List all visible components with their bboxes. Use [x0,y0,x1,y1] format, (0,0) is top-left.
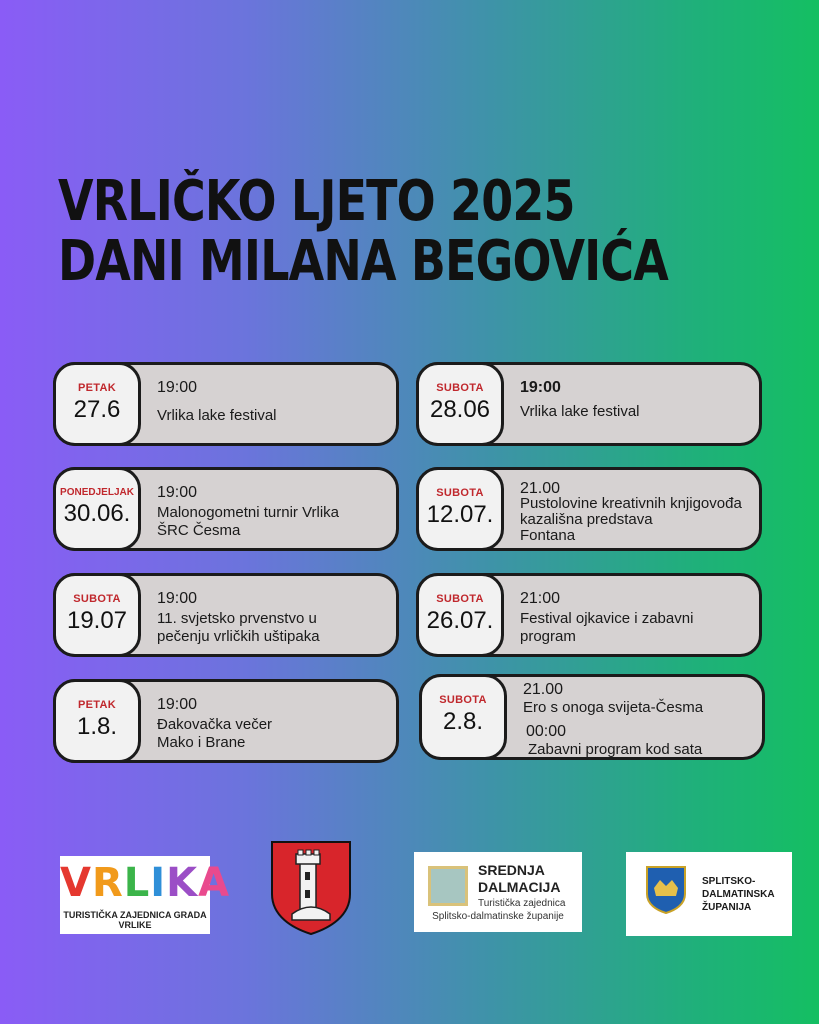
event-description-cont: pečenju vrličkih uštipaka [157,628,320,645]
event-description: Festival ojkavice i zabavni [520,610,694,627]
event-time: 21.00 [520,480,561,497]
vrlika-tourist-board-logo [60,856,231,934]
event-description: Vrlika lake festival [520,403,640,420]
event-info [520,379,751,421]
event-card [416,573,762,657]
event-date-box [416,573,504,657]
srednja-dalmacija-logo [414,852,582,932]
event-description: Malonogometni turnir Vrlika [157,504,340,521]
event-description-2: Zabavni program kod sata [528,741,703,758]
county-name-line-3: ŽUPANIJA [702,902,752,913]
event-info [523,681,754,759]
event-info [520,590,751,646]
event-date: 19.07 [66,607,128,634]
event-day: SUBOTA [73,593,121,605]
event-date-box [416,467,504,551]
event-time: 19:00 [520,379,561,396]
event-type: kazališna predstava [520,511,653,528]
event-info [157,484,388,540]
event-date-box [53,362,141,446]
event-date: 26.07. [426,607,494,634]
event-day: SUBOTA [436,487,484,499]
event-time: 21.00 [523,681,564,698]
title-line-2: DANI MILANA BEGOVIĆA [58,229,669,294]
event-day: PETAK [78,699,116,711]
event-day: SUBOTA [439,694,487,706]
vrlika-coat-of-arms-icon [270,840,352,936]
sd-logo-line-3: Turistička zajednica [478,898,566,909]
county-name [702,875,792,914]
event-description: Ero s onoga svijeta-Česma [523,699,704,716]
county-name-line-1: SPLITSKO- [702,876,756,887]
srednja-dalmacija-emblem-icon [428,866,468,906]
event-location: Fontana [520,527,576,544]
page-title [58,169,669,294]
event-info [520,482,751,544]
event-description: Vrlika lake festival [157,407,277,424]
sd-logo-line-1: SREDNJA [478,862,545,878]
event-performers: Mako i Brane [157,734,246,751]
event-date: 2.8. [442,708,484,735]
event-time: 19:00 [157,590,198,607]
vrlika-logo-subtitle: TURISTIČKA ZAJEDNICA GRADA VRLIKE [63,910,207,930]
event-description: 11. svjetsko prvenstvo u [157,610,317,627]
event-info [157,590,388,646]
event-day: PONEDJELJAK [60,487,134,498]
event-date: 28.06 [429,396,491,423]
event-description: Pustolovine kreativnih knjigovođa [520,495,742,512]
vrlika-logo-word: VRLIKA [60,860,231,906]
event-description: Đakovačka večer [157,716,273,733]
event-day: SUBOTA [436,593,484,605]
event-date-box [53,679,141,763]
event-time-2: 00:00 [526,723,567,740]
event-date-box [419,674,507,760]
event-time: 19:00 [157,696,198,713]
title-line-1: VRLIČKO LJETO 2025 [58,169,575,234]
event-day: SUBOTA [436,382,484,394]
event-description-cont: program [520,628,576,645]
event-date: 27.6 [73,396,121,423]
event-day: PETAK [78,382,116,394]
event-location: ŠRC Česma [157,522,241,539]
county-shield-icon [646,866,686,914]
event-card [53,362,399,446]
event-date: 12.07. [426,501,494,528]
event-date: 30.06. [63,500,131,527]
event-card [53,467,399,551]
event-card [416,362,762,446]
event-date-box [416,362,504,446]
sd-logo-line-2: DALMACIJA [478,879,561,895]
event-card [416,467,762,551]
event-card [53,679,399,763]
event-info [157,379,388,425]
county-name-line-2: DALMATINSKA [702,889,775,900]
event-card [419,674,765,760]
event-date: 1.8. [76,713,118,740]
event-date-box [53,467,141,551]
splitsko-dalmatinska-zupanija-logo [626,852,792,936]
event-time: 21:00 [520,590,561,607]
sd-logo-line-4: Splitsko-dalmatinske županije [432,911,564,922]
event-info [157,696,388,752]
event-time: 19:00 [157,379,198,396]
event-date-box [53,573,141,657]
event-card [53,573,399,657]
event-time: 19:00 [157,484,198,501]
